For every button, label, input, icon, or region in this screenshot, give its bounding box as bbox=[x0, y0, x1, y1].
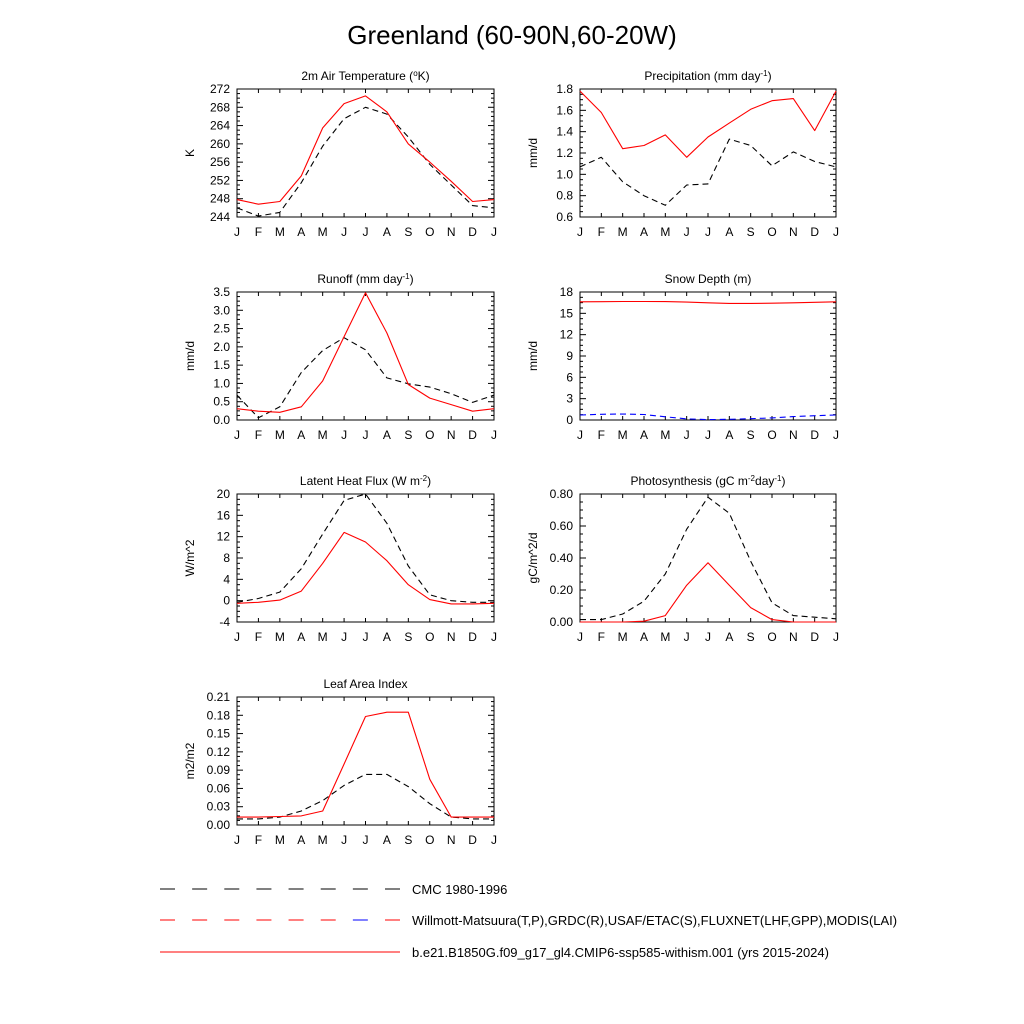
x-tick-label: M bbox=[617, 225, 628, 239]
series-line-solid bbox=[580, 302, 836, 304]
y-tick-label: 4 bbox=[223, 572, 230, 587]
y-tick-label: 0.60 bbox=[549, 519, 573, 533]
x-tick-label: A bbox=[297, 833, 306, 847]
x-tick-label: M bbox=[317, 630, 328, 644]
y-tick-label: 8 bbox=[223, 551, 230, 565]
y-tick-label: 248 bbox=[209, 191, 230, 206]
y-tick-label: 3 bbox=[566, 391, 573, 406]
y-tick-label: 1.0 bbox=[213, 376, 230, 391]
x-tick-label: D bbox=[468, 630, 477, 644]
x-tick-label: J bbox=[234, 833, 240, 847]
y-tick-label: 1.0 bbox=[556, 167, 573, 182]
y-tick-label: 0.03 bbox=[206, 799, 230, 814]
plot-frame bbox=[580, 89, 836, 217]
y-tick-label: 0 bbox=[223, 593, 230, 608]
x-tick-label: N bbox=[788, 225, 798, 239]
x-tick-label: A bbox=[297, 428, 306, 442]
panel-title-part: ) bbox=[409, 272, 414, 286]
x-tick-label: A bbox=[297, 225, 306, 239]
y-tick-label: 0.80 bbox=[549, 487, 573, 501]
x-tick-label: A bbox=[639, 225, 649, 239]
y-tick-label: 15 bbox=[559, 306, 573, 321]
x-tick-label: D bbox=[810, 225, 820, 239]
x-tick-label: S bbox=[404, 225, 413, 239]
panel-title-part: 2m Air Temperature ( bbox=[301, 69, 414, 83]
y-tick-label: 244 bbox=[209, 210, 230, 224]
x-tick-label: D bbox=[468, 225, 477, 239]
x-tick-label: M bbox=[317, 225, 328, 239]
chart-panel bbox=[183, 677, 497, 847]
x-tick-label: N bbox=[446, 630, 456, 644]
y-tick-label: 264 bbox=[209, 118, 230, 133]
series-line-dashed bbox=[237, 774, 494, 819]
panel-title bbox=[665, 272, 752, 286]
y-tick-label: 2.0 bbox=[213, 339, 230, 354]
panel-title-sup: o bbox=[413, 68, 418, 78]
panel-title-part: ) bbox=[781, 474, 786, 488]
x-tick-label: J bbox=[491, 833, 497, 847]
y-tick-label: 1.6 bbox=[556, 103, 573, 118]
x-tick-label: D bbox=[468, 833, 477, 847]
chart-panel bbox=[526, 272, 839, 442]
y-tick-label: 252 bbox=[209, 173, 230, 188]
panel-title-sup: -1 bbox=[402, 271, 410, 281]
plot-frame bbox=[580, 494, 836, 622]
plot-frame bbox=[237, 292, 494, 420]
panel-title-sup: -2 bbox=[419, 473, 428, 483]
chart-panel bbox=[526, 69, 839, 240]
panel-title bbox=[301, 69, 429, 84]
y-tick-label: 0.06 bbox=[206, 781, 230, 796]
y-tick-label: -4 bbox=[219, 615, 230, 629]
x-tick-label: J bbox=[234, 428, 240, 442]
y-axis-label: mm/d bbox=[526, 138, 540, 168]
panel-title bbox=[317, 272, 413, 287]
series-line-solid bbox=[580, 91, 836, 157]
x-tick-label: F bbox=[254, 428, 263, 442]
x-tick-label: J bbox=[833, 630, 839, 644]
panel-title-part: Leaf Area Index bbox=[323, 677, 408, 691]
x-tick-label: F bbox=[597, 428, 606, 442]
y-tick-label: 0.09 bbox=[206, 763, 230, 778]
x-tick-label: M bbox=[274, 833, 285, 847]
y-tick-label: 12 bbox=[559, 327, 573, 342]
panel-title-sup: -1 bbox=[774, 473, 782, 483]
x-tick-label: M bbox=[274, 630, 285, 644]
y-tick-label: 1.2 bbox=[556, 146, 573, 160]
x-tick-label: A bbox=[382, 833, 391, 847]
x-tick-label: F bbox=[254, 225, 263, 239]
x-tick-label: J bbox=[705, 225, 711, 239]
figure-title: Greenland (60-90N,60-20W) bbox=[347, 20, 677, 50]
x-tick-label: J bbox=[833, 225, 839, 239]
y-axis-label: m2/m2 bbox=[183, 742, 197, 780]
x-tick-label: M bbox=[274, 225, 285, 239]
chart-panel bbox=[526, 474, 839, 645]
x-tick-label: D bbox=[810, 428, 820, 442]
y-tick-label: 1.4 bbox=[556, 124, 573, 139]
plot-frame bbox=[580, 292, 836, 420]
x-tick-label: S bbox=[746, 225, 755, 239]
panel-title-part: K) bbox=[417, 69, 430, 83]
x-tick-label: A bbox=[725, 225, 734, 239]
x-tick-label: J bbox=[362, 428, 369, 442]
x-tick-label: J bbox=[362, 225, 369, 239]
y-axis-label: K bbox=[183, 148, 197, 158]
x-tick-label: O bbox=[425, 630, 435, 644]
x-tick-label: J bbox=[683, 630, 690, 644]
x-tick-label: O bbox=[767, 630, 777, 644]
y-tick-label: 0.12 bbox=[206, 744, 230, 759]
y-axis-label: W/m^2 bbox=[183, 539, 197, 577]
series-line-solid bbox=[237, 293, 494, 413]
x-tick-label: A bbox=[297, 630, 306, 644]
x-tick-label: A bbox=[639, 428, 649, 442]
x-tick-label: J bbox=[341, 225, 348, 239]
y-tick-label: 3.0 bbox=[213, 303, 230, 318]
y-axis-label: mm/d bbox=[526, 341, 540, 371]
x-tick-label: O bbox=[767, 225, 777, 239]
x-tick-label: M bbox=[660, 225, 671, 239]
x-tick-label: M bbox=[317, 428, 328, 442]
x-tick-label: N bbox=[446, 833, 456, 847]
x-tick-label: J bbox=[491, 428, 497, 442]
panel-title-part: Runoff (mm day bbox=[317, 272, 403, 286]
series-line-solid bbox=[580, 563, 836, 622]
series-line-dashed bbox=[237, 107, 494, 216]
y-tick-label: 0.8 bbox=[556, 188, 573, 203]
panel-title-part: ) bbox=[427, 474, 432, 488]
y-axis-label: mm/d bbox=[183, 341, 197, 371]
legend-label: Willmott-Matsuura(T,P),GRDC(R),USAF/ETAC(S),FLUXNET(LHF,GPP),MODIS(LAI) bbox=[412, 913, 898, 928]
x-tick-label: J bbox=[833, 428, 839, 442]
y-tick-label: 272 bbox=[209, 82, 230, 96]
panel-title-sup: -2 bbox=[747, 473, 756, 483]
series-line-solid bbox=[237, 712, 494, 817]
plot-frame bbox=[237, 89, 494, 217]
y-tick-label: 18 bbox=[559, 285, 573, 299]
x-tick-label: O bbox=[425, 225, 435, 239]
x-tick-label: J bbox=[341, 630, 348, 644]
chart-panel bbox=[183, 474, 497, 645]
x-tick-label: M bbox=[660, 428, 671, 442]
series-line-solid bbox=[237, 532, 494, 604]
x-tick-label: J bbox=[577, 630, 583, 644]
x-tick-label: S bbox=[404, 630, 413, 644]
legend-label: CMC 1980-1996 bbox=[412, 882, 508, 897]
x-tick-label: F bbox=[254, 630, 263, 644]
y-tick-label: 0.00 bbox=[549, 615, 573, 629]
x-tick-label: J bbox=[234, 225, 240, 239]
series-line-solid bbox=[237, 96, 494, 204]
x-tick-label: N bbox=[788, 428, 798, 442]
panel-title bbox=[631, 474, 786, 489]
x-tick-label: A bbox=[639, 630, 649, 644]
y-tick-label: 0.00 bbox=[206, 818, 230, 832]
y-tick-label: 0.15 bbox=[206, 726, 230, 741]
x-tick-label: A bbox=[382, 225, 391, 239]
x-tick-label: J bbox=[341, 833, 348, 847]
panel-title-sup: -1 bbox=[760, 68, 768, 78]
x-tick-label: F bbox=[597, 225, 606, 239]
x-tick-label: O bbox=[425, 428, 435, 442]
panel-title-part: day bbox=[755, 474, 775, 488]
x-tick-label: J bbox=[234, 630, 240, 644]
x-tick-label: J bbox=[705, 630, 711, 644]
x-tick-label: M bbox=[617, 630, 628, 644]
x-tick-label: N bbox=[446, 428, 456, 442]
x-tick-label: F bbox=[597, 630, 606, 644]
x-tick-label: A bbox=[725, 428, 734, 442]
series-line-dashed bbox=[580, 139, 836, 205]
x-tick-label: D bbox=[468, 428, 477, 442]
y-tick-label: 3.5 bbox=[213, 285, 230, 299]
panel-title bbox=[323, 677, 407, 691]
y-tick-label: 268 bbox=[209, 100, 230, 115]
y-tick-label: 0 bbox=[566, 413, 573, 427]
x-tick-label: J bbox=[577, 428, 583, 442]
y-tick-label: 0.0 bbox=[213, 413, 230, 427]
x-tick-label: N bbox=[788, 630, 798, 644]
panels bbox=[183, 69, 839, 848]
y-tick-label: 256 bbox=[209, 155, 230, 170]
y-tick-label: 0.5 bbox=[213, 394, 230, 409]
x-tick-label: M bbox=[274, 428, 285, 442]
x-tick-label: M bbox=[617, 428, 628, 442]
x-tick-label: A bbox=[725, 630, 734, 644]
panel-title bbox=[644, 69, 771, 84]
y-tick-label: 16 bbox=[216, 508, 230, 523]
x-tick-label: A bbox=[382, 428, 391, 442]
x-tick-label: J bbox=[341, 428, 348, 442]
y-tick-label: 1.8 bbox=[556, 82, 573, 96]
panel-title-part: Photosynthesis (gC m bbox=[630, 474, 748, 488]
panel-title-part: ) bbox=[767, 69, 772, 83]
x-tick-label: D bbox=[810, 630, 820, 644]
panel-title-part: Latent Heat Flux (W m bbox=[299, 474, 420, 488]
series-line-dashed bbox=[237, 494, 494, 602]
y-tick-label: 0.6 bbox=[556, 210, 573, 224]
series-line-dashed bbox=[580, 497, 836, 619]
x-tick-label: J bbox=[362, 833, 369, 847]
x-tick-label: S bbox=[404, 428, 413, 442]
chart-panel bbox=[183, 272, 497, 443]
x-tick-label: F bbox=[254, 833, 263, 847]
x-tick-label: J bbox=[577, 225, 583, 239]
panel-title-part: Precipitation (mm day bbox=[644, 69, 761, 83]
panel-title bbox=[300, 474, 431, 489]
y-tick-label: 0.40 bbox=[549, 551, 573, 565]
y-tick-label: 6 bbox=[566, 370, 573, 385]
chart-panel bbox=[183, 69, 497, 240]
x-tick-label: O bbox=[767, 428, 777, 442]
y-tick-label: 0.20 bbox=[549, 583, 573, 597]
x-tick-label: J bbox=[491, 225, 497, 239]
panel-title-part: Snow Depth (m) bbox=[664, 272, 752, 286]
y-tick-label: 260 bbox=[209, 136, 230, 151]
y-tick-label: 20 bbox=[216, 487, 230, 501]
y-tick-label: 2.5 bbox=[213, 321, 230, 336]
x-tick-label: J bbox=[683, 225, 690, 239]
legend bbox=[160, 882, 897, 960]
x-tick-label: M bbox=[317, 833, 328, 847]
x-tick-label: S bbox=[746, 630, 755, 644]
y-tick-label: 9 bbox=[566, 349, 573, 363]
x-tick-label: J bbox=[362, 630, 369, 644]
x-tick-label: N bbox=[446, 225, 456, 239]
y-tick-label: 0.18 bbox=[206, 708, 230, 723]
x-tick-label: S bbox=[404, 833, 413, 847]
x-tick-label: S bbox=[746, 428, 755, 442]
x-tick-label: J bbox=[705, 428, 711, 442]
legend-label: b.e21.B1850G.f09_g17_gl4.CMIP6-ssp585-withism.001 (yrs 2015-2024) bbox=[412, 945, 829, 960]
x-tick-label: M bbox=[660, 630, 671, 644]
plot-frame bbox=[237, 494, 494, 622]
y-tick-label: 12 bbox=[216, 529, 230, 544]
y-tick-label: 0.21 bbox=[206, 690, 230, 704]
y-axis-label: gC/m^2/d bbox=[526, 532, 540, 584]
x-tick-label: O bbox=[425, 833, 435, 847]
y-tick-label: 1.5 bbox=[213, 358, 230, 373]
x-tick-label: J bbox=[491, 630, 497, 644]
x-tick-label: A bbox=[382, 630, 391, 644]
x-tick-label: J bbox=[683, 428, 690, 442]
